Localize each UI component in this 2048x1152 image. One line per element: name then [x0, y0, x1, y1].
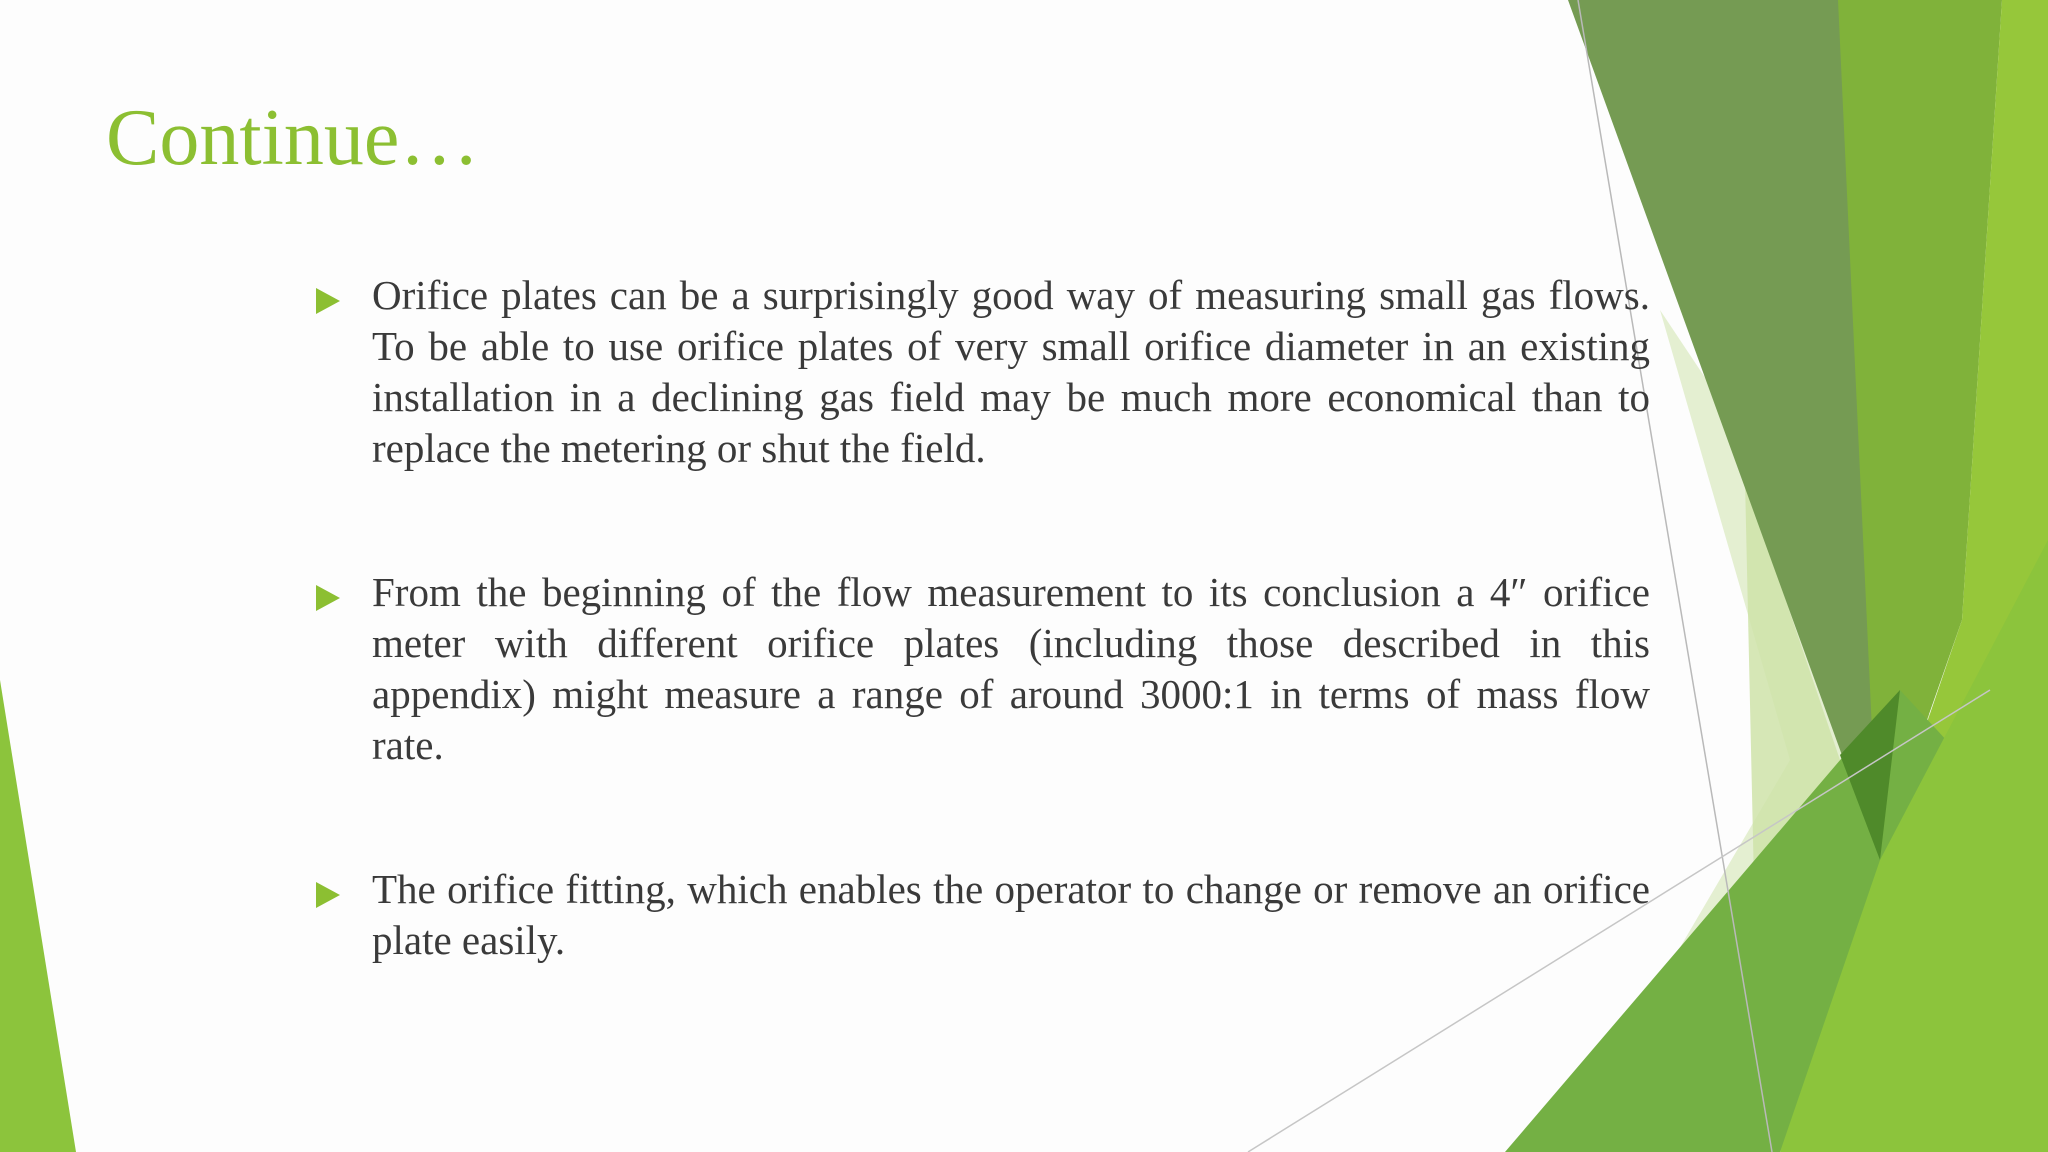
triangle-right-icon [316, 882, 340, 908]
bullet-text: The orifice fitting, which enables the operator to change or remove an orifice plate easily. [372, 866, 1650, 963]
triangle-right-icon [316, 288, 340, 314]
bullet-item [312, 864, 1650, 966]
bullet-list [312, 270, 1650, 1059]
bullet-item [312, 270, 1650, 474]
left-green-wedge [0, 680, 76, 1152]
bullet-text: From the beginning of the flow measurement to its conclusion a 4″ orifice meter with different orifice plates (including those described in this appendix) might measure a range of around 3000:1 in terms of mass flow rate. [372, 569, 1650, 768]
bullet-item [312, 567, 1650, 771]
triangle-right-icon [316, 585, 340, 611]
bullet-text: Orifice plates can be a surprisingly good way of measuring small gas flows. To be able to use orifice plates of very small orifice diameter in an existing installation in a declining gas field may be much more economical than to replace the metering or shut the field. [372, 272, 1650, 471]
slide-title: Continue… [106, 94, 480, 182]
